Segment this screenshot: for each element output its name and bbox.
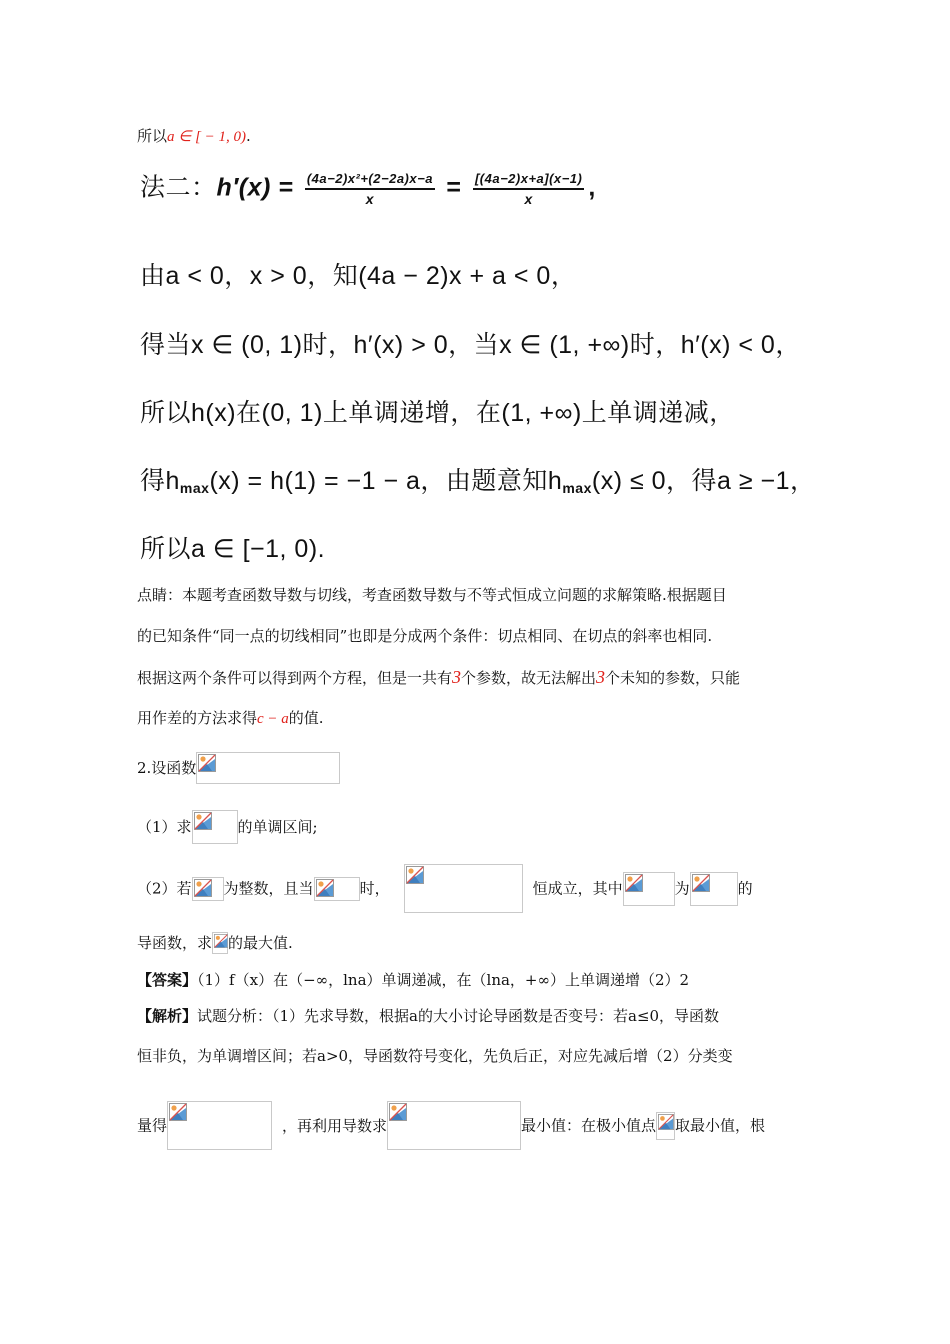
formula-image (690, 872, 738, 906)
analysis-tag: 【解析】 (137, 1007, 198, 1025)
text: 个参数，故无法解出 (461, 669, 597, 687)
broken-image-icon (692, 874, 710, 892)
formula-image (656, 1112, 675, 1140)
comment-line-2: 的已知条件“同一点的切线相同”也即是分成两个条件：切点相同、在切点的斜率也相同. (137, 627, 713, 645)
formula-image (387, 1101, 521, 1150)
text: 恒成立，其中 (532, 879, 623, 898)
comment-line-1: 点睛：本题考查函数导数与切线，考查函数导数与不等式恒成立问题的求解策略.根据题目 (137, 586, 727, 604)
numerator: [(4a−2)x+a](x−1) (473, 170, 584, 190)
method-two-line (140, 170, 596, 208)
text: 量得 (137, 1116, 168, 1135)
text: 的 (737, 879, 753, 898)
method-two-line-6: 所以a ∈ [−1, 0). (140, 535, 326, 563)
question-2-part-1 (137, 810, 318, 846)
formula-image (404, 864, 523, 913)
method-label: 法二： (140, 173, 217, 202)
text: 导函数，求 (137, 934, 213, 952)
method-two-line-4: 所以h(x)在(0, 1)上单调递增，在(1, +∞)上单调递减， (140, 399, 735, 427)
math-red: c − a (257, 711, 289, 727)
broken-image-icon (194, 812, 212, 830)
text: 所以 (137, 127, 168, 145)
analysis-line-2: 恒非负，为单调增区间；若a>0，导函数符号变化，先负后正，对应先减后增（2）分类变 (137, 1047, 733, 1065)
text: 的单调区间; (237, 818, 318, 836)
math-red: a ∈ [ − 1, 0) (167, 129, 247, 145)
text: (x) ≤ 0，得a ≥ −1， (591, 467, 816, 495)
fraction-1 (305, 170, 435, 208)
broken-image-icon (625, 874, 643, 892)
text: 为 (674, 879, 690, 898)
text: 个未知的参数，只能 (605, 669, 741, 687)
text: 为整数，且当 (223, 879, 314, 898)
formula-image (167, 1101, 272, 1150)
method-two-line-5 (140, 465, 816, 504)
text: (x) = h(1) = −1 − a，由题意知h (209, 467, 563, 495)
formula-image (196, 752, 340, 784)
text: 的最大值. (228, 934, 293, 952)
question-2-part-2-cont (137, 932, 293, 956)
formula-image (314, 877, 360, 901)
text: 试题分析：（1）先求导数，根据a的大小讨论导函数是否变号：若a≤0，导函数 (197, 1007, 720, 1025)
comment-line-3 (137, 667, 740, 688)
text: 取最小值，根 (675, 1116, 766, 1135)
formula-image (192, 877, 224, 901)
text: . (246, 127, 251, 145)
formula-image (192, 810, 238, 844)
text: 用作差的方法求得 (137, 709, 258, 727)
comma: , (588, 173, 596, 202)
method-two-line-3: 得当x ∈ (0, 1)时，h′(x) > 0，当x ∈ (1, +∞)时，h′(x) < 0， (140, 331, 801, 359)
text: 得h (140, 467, 180, 495)
broken-image-icon (316, 879, 334, 897)
broken-image-icon (389, 1103, 407, 1121)
broken-image-icon (406, 866, 424, 884)
math-red: 3 (452, 667, 462, 687)
broken-image-icon (214, 934, 228, 948)
fraction-2 (473, 170, 584, 208)
text: 最小值：在极小值点 (521, 1116, 657, 1135)
method-two-line-2: 由a < 0，x > 0，知(4a − 2)x + a < 0， (140, 262, 577, 290)
text: （1）求 (137, 818, 192, 836)
question-2-part-2 (137, 864, 753, 914)
numerator: (4a−2)x²+(2−2a)x−a (305, 170, 435, 190)
denominator: x (524, 191, 533, 207)
answer-tag: 【答案】 (137, 971, 198, 989)
comment-line-4 (137, 708, 324, 729)
broken-image-icon (169, 1103, 187, 1121)
denominator: x (365, 191, 375, 207)
answer-line (137, 970, 689, 990)
question-2-title (137, 752, 340, 786)
text: 时， (359, 879, 390, 898)
equals: = (446, 173, 462, 202)
answer-text: （1）f（x）在（−∞，lna）单调递减，在（lna，+∞）上单调递增（2）2 (197, 971, 690, 989)
broken-image-icon (658, 1114, 674, 1130)
text: ，再利用导数求 (282, 1116, 388, 1135)
subscript: max (179, 480, 210, 496)
text: 2.设函数 (137, 759, 197, 777)
text: 的值. (288, 709, 324, 727)
text: 根据这两个条件可以得到两个方程，但是一共有 (137, 669, 453, 687)
analysis-line-3 (137, 1101, 765, 1151)
analysis-line-1 (137, 1006, 719, 1026)
conclusion-line-1 (137, 126, 251, 147)
math-text: h′(x) = (216, 173, 294, 202)
broken-image-icon (194, 879, 212, 897)
broken-image-icon (198, 754, 216, 772)
text: （2）若 (137, 879, 192, 898)
math-red: 3 (596, 667, 606, 687)
formula-image (623, 872, 675, 906)
subscript: max (562, 480, 592, 496)
formula-image (212, 932, 228, 954)
